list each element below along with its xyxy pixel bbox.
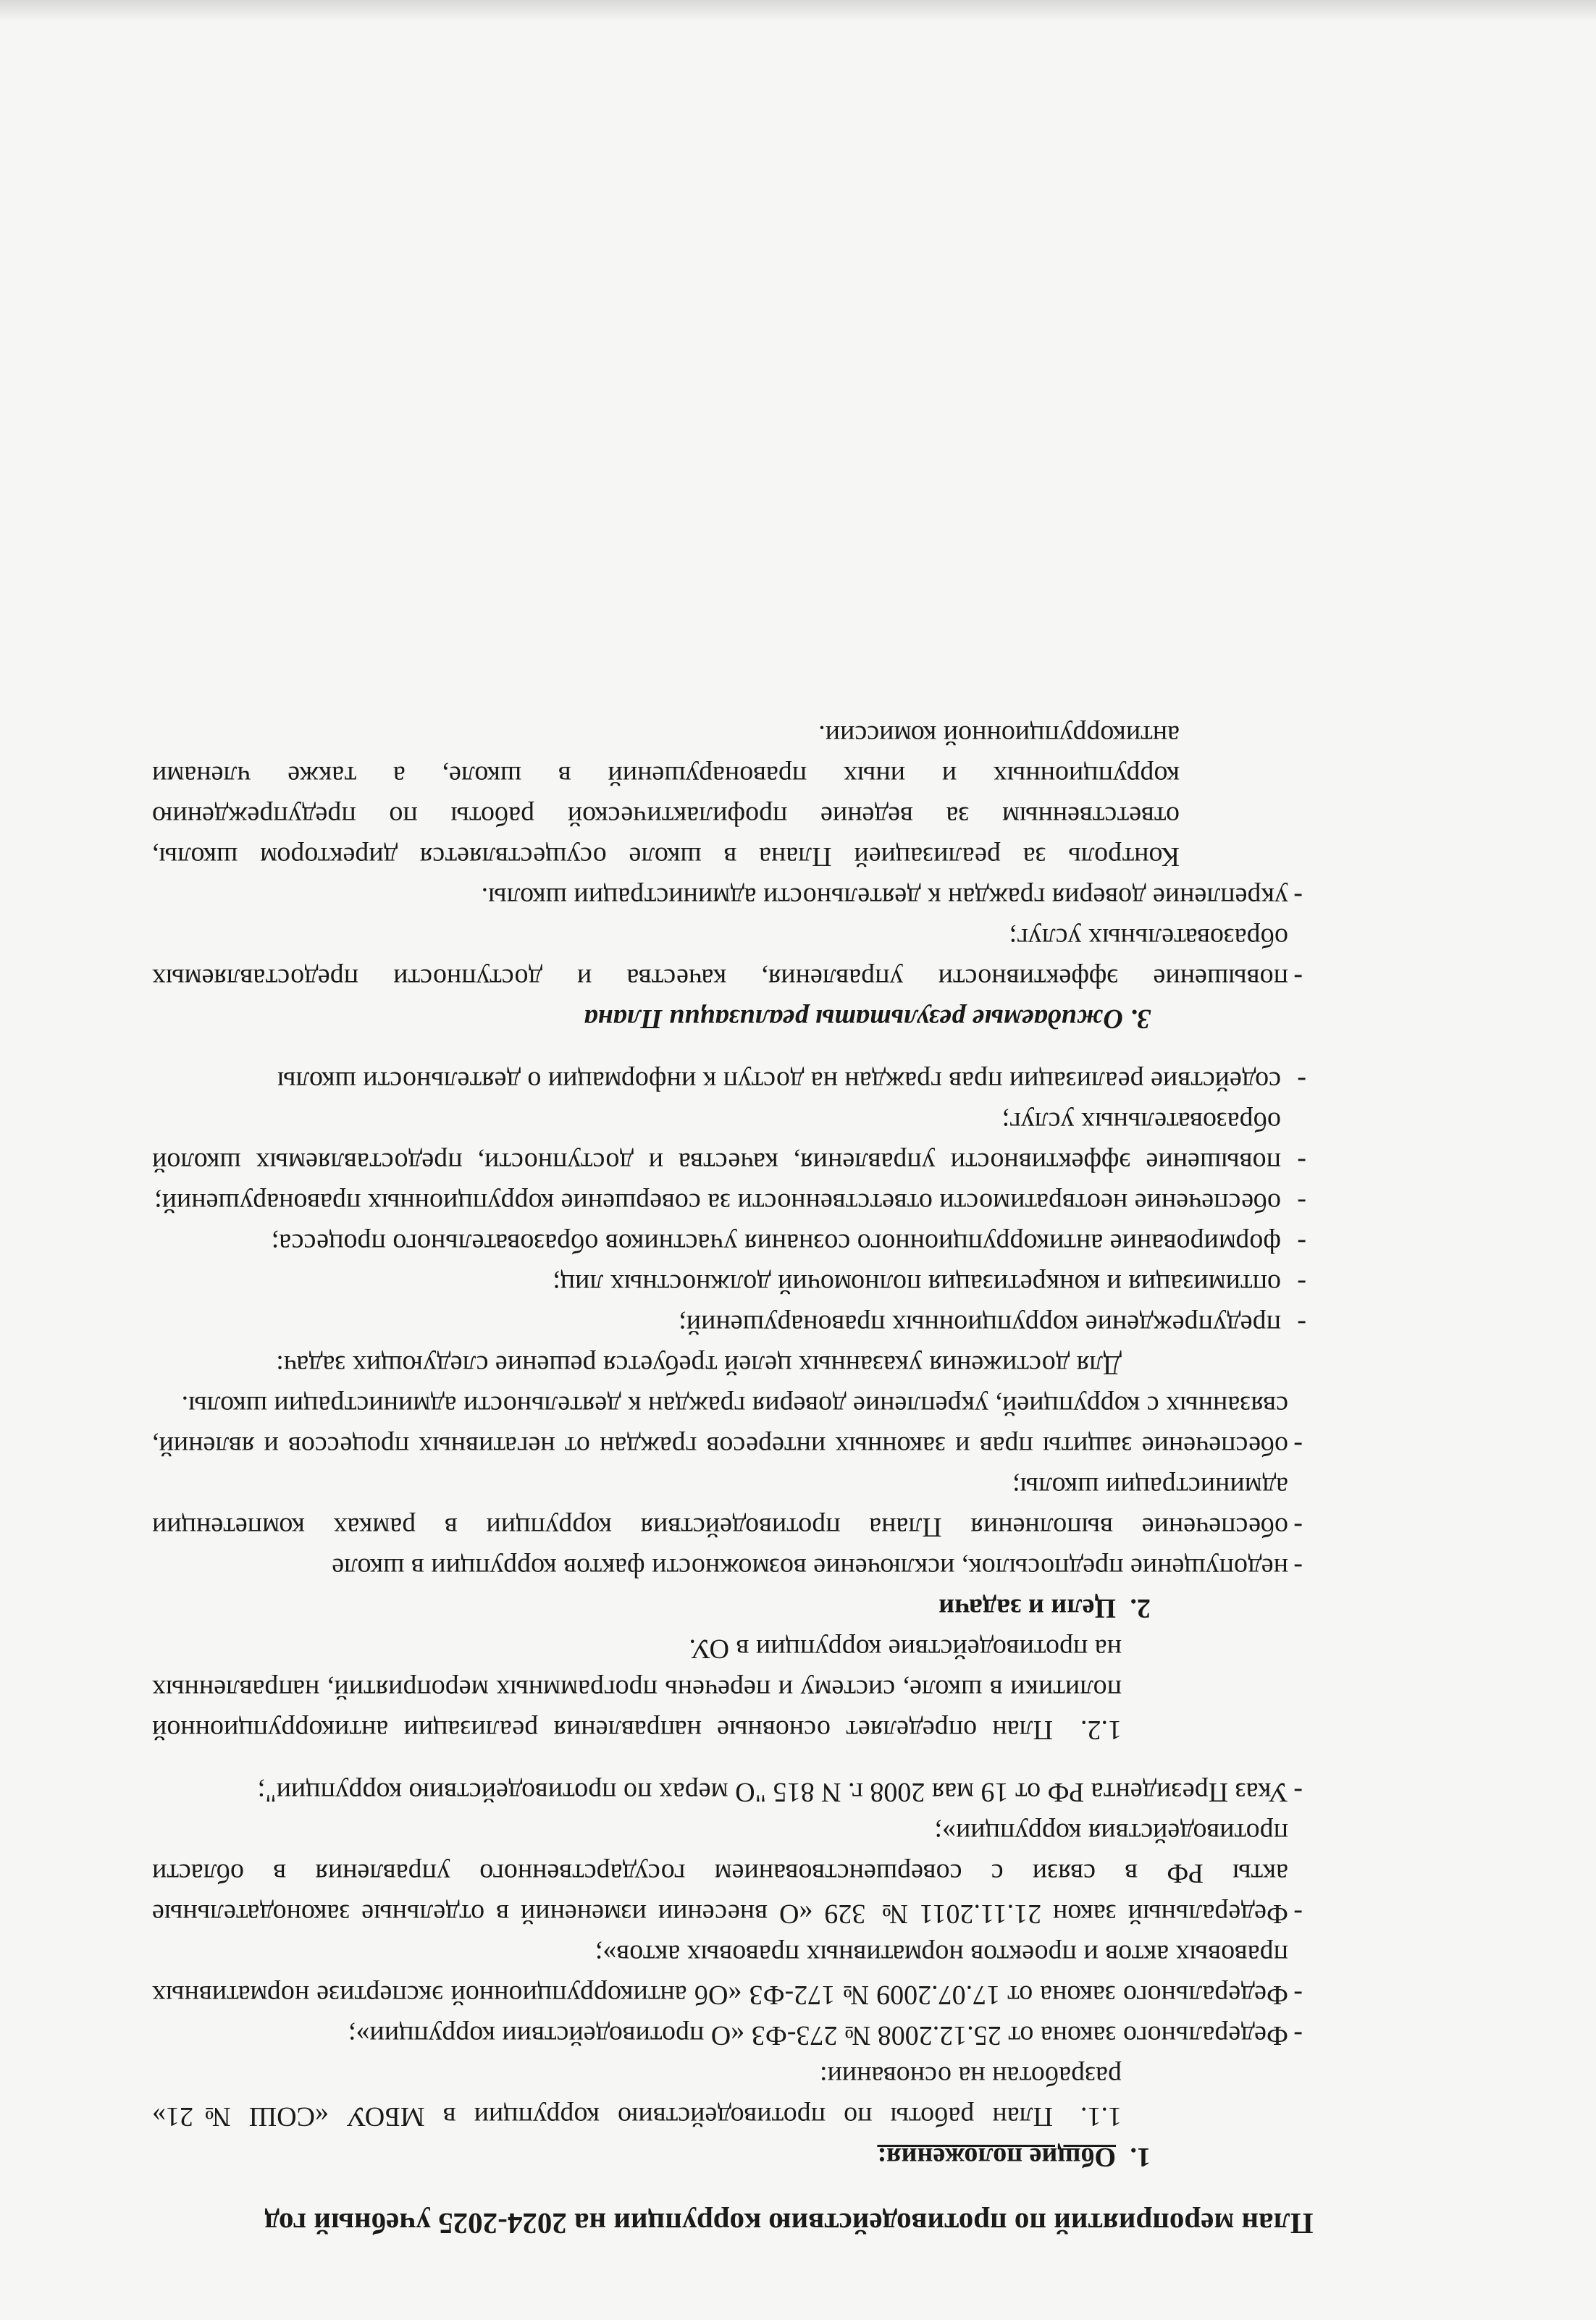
list-item-text: обеспечение защиты прав и законных интересов граждан от негативных процессов и явлений, связанных с коррупцией, укрепление доверия граждан к деятельности администрации школы. bbox=[152, 1390, 1288, 1461]
section-3-title: 3. Ожидаемые результаты реализации Плана bbox=[584, 1004, 1151, 1034]
list-item-text: обеспечение выполнения Плана противодействия коррупции в рамках компетенции администрации школы; bbox=[152, 1471, 1288, 1542]
list-item bbox=[152, 1304, 1426, 1345]
section-1-number: 1. bbox=[1130, 2142, 1151, 2172]
list-item-text: укрепление доверия граждан к деятельности администрации школы. bbox=[481, 882, 1288, 912]
list-item bbox=[152, 2015, 1426, 2056]
list-item-text: формирование антикоррупционного сознания участников образовательного процесса; bbox=[271, 1228, 1281, 1258]
list-item-text: Федерального закона от 17.07.2009 № 172-ФЗ «Об антикоррупционной экспертизе нормативных правовых актов и проектов нормативных правовых актов»; bbox=[152, 1939, 1288, 2010]
list-item bbox=[152, 1772, 1426, 1812]
section-2-heading bbox=[152, 1588, 1426, 1628]
list-dash: - bbox=[1297, 1066, 1306, 1096]
list-dash: - bbox=[1293, 963, 1303, 993]
list-dash: - bbox=[1293, 1512, 1303, 1542]
section-2-number: 2. bbox=[1130, 1593, 1151, 1623]
list-item bbox=[152, 1101, 1426, 1182]
list-dash: - bbox=[1297, 1269, 1306, 1299]
list-item bbox=[152, 1547, 1426, 1588]
list-item bbox=[152, 877, 1426, 917]
page-title: План мероприятий по противодействию коррупции на 2024-2025 учебный год bbox=[264, 2207, 1314, 2240]
list-item-text: обеспечение неотвратимости ответственности за совершение коррупционных правонарушений; bbox=[154, 1188, 1281, 1218]
section-3-heading bbox=[152, 999, 1426, 1039]
section-2-title: Цели и задачи bbox=[938, 1593, 1116, 1623]
list-item bbox=[152, 1466, 1426, 1547]
list-item-text: повышение эффективности управления, качества и доступности, предоставляемых школой образовательных услуг; bbox=[152, 1106, 1281, 1177]
list-item bbox=[152, 1934, 1426, 2015]
list-item bbox=[152, 1223, 1426, 1264]
list-item-text: Федеральный закон 21.11.2011 № 329 «О внесении изменений в отдельные законодательные акты РФ в связи с совершенствованием государственного управления в области противодействия коррупции»; bbox=[152, 1817, 1288, 1929]
list-item-text: недопущение предпосылок, исключение возможности фактов коррупции в школе bbox=[332, 1552, 1288, 1583]
list-dash: - bbox=[1293, 2020, 1303, 2051]
list-dash: - bbox=[1293, 1431, 1303, 1461]
paragraph-1-2: 1.2. План определяет основные направления реализации антикоррупционной политики в школе, систему и перечень программных мероприятий, направленных на противодействие коррупции в ОУ. bbox=[152, 1634, 1122, 1745]
list-item-text: оптимизация и конкретизация полномочий должностных лиц; bbox=[553, 1269, 1281, 1299]
list-item bbox=[152, 1385, 1426, 1466]
list-item bbox=[152, 1264, 1426, 1304]
list-dash: - bbox=[1297, 1309, 1306, 1340]
scan-edge bbox=[0, 0, 1596, 22]
tasks-intro: Для достижения указанных целей требуется решение следующих задач: bbox=[276, 1350, 1122, 1380]
list-item bbox=[152, 1182, 1426, 1223]
section-1-title: Общие положения: bbox=[877, 2142, 1116, 2172]
list-item bbox=[152, 1812, 1426, 1934]
list-dash: - bbox=[1297, 1228, 1306, 1258]
control-paragraph: Контроль за реализацией Плана в школе осуществляется директором школы, ответственным за ведение профилактической работы по предупреждению коррупционных и иных правонарушений в школе, а также членами антикоррупционной комиссии. bbox=[152, 720, 1180, 872]
list-dash: - bbox=[1297, 1147, 1306, 1177]
list-dash: - bbox=[1293, 882, 1303, 912]
list-dash: - bbox=[1293, 1899, 1303, 1929]
list-dash: - bbox=[1293, 1980, 1303, 2010]
list-item-text: Федерального закона от 25.12.2008 № 273-ФЗ «О противодействии коррупции»; bbox=[348, 2020, 1288, 2051]
list-item bbox=[152, 917, 1426, 999]
list-item-text: Указ Президента РФ от 19 мая 2008 г. N 815 "О мерах по противодействию коррупции"; bbox=[257, 1777, 1288, 1807]
section-1-heading bbox=[152, 2137, 1426, 2177]
list-dash: - bbox=[1293, 1552, 1303, 1583]
paragraph-1-1: 1.1. План работы по противодействию коррупции в МБОУ «СОШ №21» разработан на основании: bbox=[152, 2061, 1122, 2132]
list-item-text: предупреждение коррупционных правонарушений; bbox=[679, 1309, 1281, 1340]
list-dash: - bbox=[1293, 1777, 1303, 1807]
list-item-text: повышение эффективности управления, качества и доступности предоставляемых образовательных услуг; bbox=[152, 922, 1288, 993]
list-item-text: содействие реализации прав граждан на доступ к информации о деятельности школы bbox=[277, 1066, 1281, 1096]
list-item bbox=[152, 1061, 1426, 1101]
list-dash: - bbox=[1297, 1188, 1306, 1218]
